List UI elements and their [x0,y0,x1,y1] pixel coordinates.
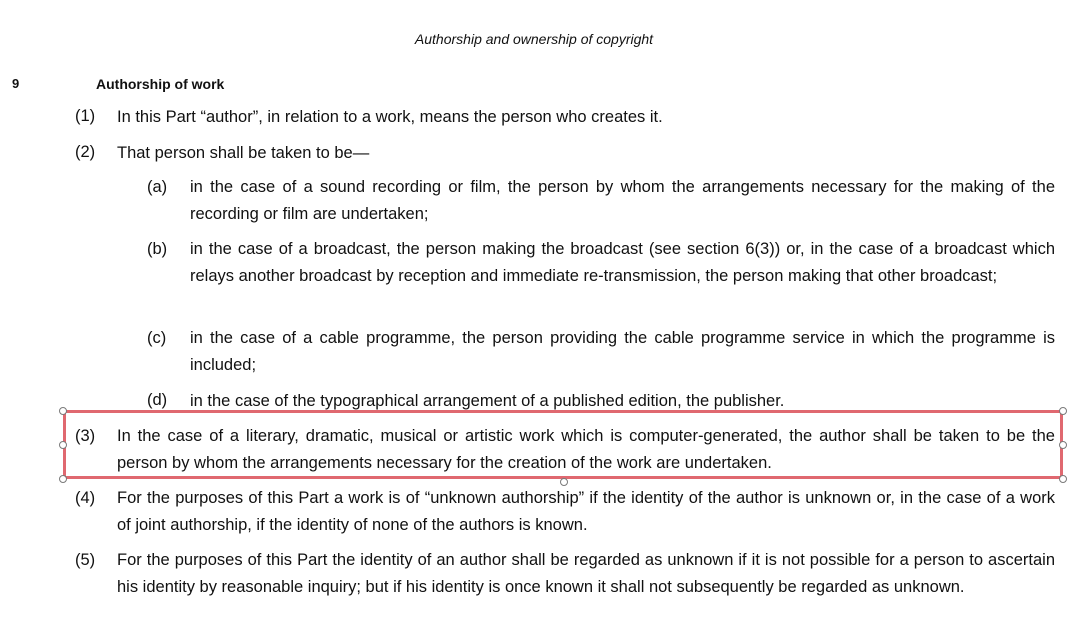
subsection-text-3: In the case of a literary, dramatic, musical or artistic work which is computer-generated, the author shall be taken to be the person by whom the arrangements necessary for the creation of the work are undertaken. [117,427,1055,472]
subsection-number-5: (5) [75,551,96,569]
paragraph-number-b: (b) [147,240,168,258]
section-number: 9 [12,76,20,91]
subsection-text-4: For the purposes of this Part a work is of “unknown authorship” if the identity of the author is unknown or, in the case of a work of joint authorship, if the identity of none of the authors is known. [117,489,1055,534]
resize-handle-bottom-left[interactable] [59,475,67,483]
paragraph-text-b: in the case of a broadcast, the person making the broadcast (see section 6(3)) or, in the case of a broadcast which relays another broadcast by reception and immediate re-transmission, the person making that other broadcast; [190,240,1055,285]
resize-handle-bottom-right[interactable] [1059,475,1067,483]
resize-handle-top-left[interactable] [59,407,67,415]
subsection-number-2: (2) [75,143,96,161]
subsection-text-2: That person shall be taken to be— [117,144,370,162]
paragraph-text-d: in the case of the typographical arrangement of a published edition, the publisher. [190,392,785,410]
resize-handle-middle-right[interactable] [1059,441,1067,449]
paragraph-number-a: (a) [147,178,168,196]
running-header: Authorship and ownership of copyright [414,31,654,47]
subsection-text-5: For the purposes of this Part the identity of an author shall be regarded as unknown if it is not possible for a person to ascertain his identity by reasonable inquiry; but if his identity is once known it shall not subsequently be regarded as unknown. [117,551,1055,596]
subsection-number-1: (1) [75,107,96,125]
paragraph-number-d: (d) [147,391,168,409]
subsection-number-3: (3) [75,427,96,445]
paragraph-text-c: in the case of a cable programme, the person providing the cable programme service in which the programme is included; [190,329,1055,374]
resize-handle-middle-left[interactable] [59,441,67,449]
section-title: Authorship of work [96,76,225,92]
resize-handle-top-right[interactable] [1059,407,1067,415]
paragraph-text-a: in the case of a sound recording or film, the person by whom the arrangements necessary for the making of the recording or film are undertaken; [190,178,1055,223]
paragraph-number-c: (c) [147,329,167,347]
subsection-number-4: (4) [75,489,96,507]
subsection-text-1: In this Part “author”, in relation to a work, means the person who creates it. [117,108,663,126]
